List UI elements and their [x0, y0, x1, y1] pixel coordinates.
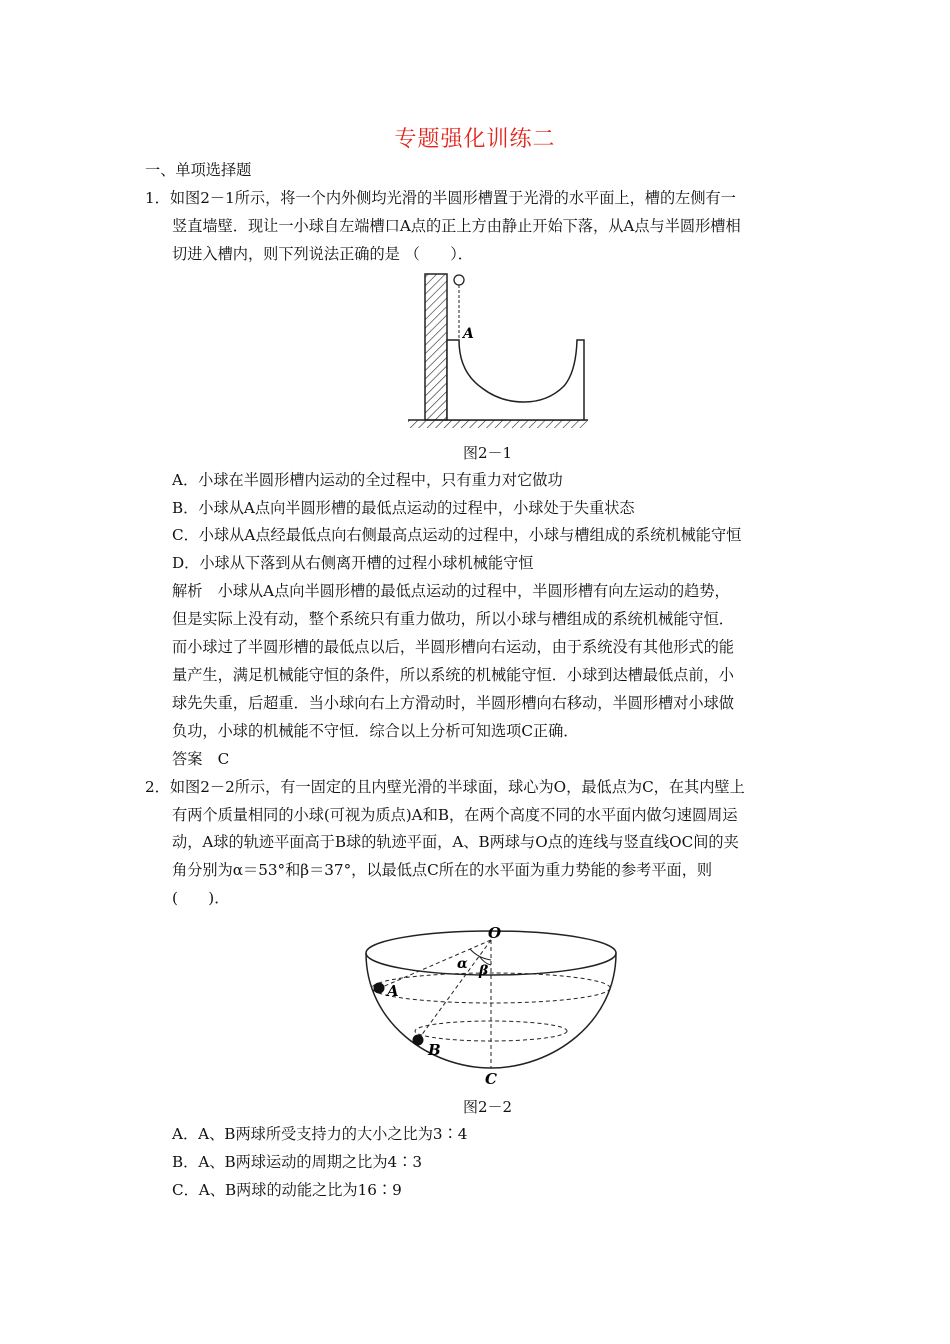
- ball-b-icon: [413, 1035, 424, 1046]
- q1-line: 切进入槽内，则下列说法正确的是 （ ）．: [172, 245, 473, 263]
- figure-2-2: [360, 918, 630, 1090]
- q1-option-c: C．小球从A点经最低点向右侧最高点运动的过程中，小球与槽组成的系统机械能守恒: [172, 526, 742, 544]
- analysis-line: 球先失重，后超重．当小球向右上方滑动时，半圆形槽向右移动，半圆形槽对小球做: [172, 694, 734, 712]
- page-title: 专题强化训练二: [394, 127, 556, 152]
- label-B: B: [428, 1041, 441, 1059]
- q2-line: 有两个质量相同的小球(可视为质点)A和B，在两个高度不同的水平面内做匀速圆周运: [172, 806, 738, 824]
- q1-option-d: D．小球从下落到从右侧离开槽的过程小球机械能守恒: [172, 554, 534, 572]
- analysis-line: 而小球过了半圆形槽的最低点以后，半圆形槽向右运动，由于系统没有其他形式的能: [172, 638, 734, 656]
- ground: [408, 420, 588, 428]
- analysis-line: 量产生，满足机械能守恒的条件，所以系统的机械能守恒．小球到达槽最低点前，小: [172, 666, 734, 684]
- wall: [425, 274, 447, 420]
- analysis-line: 负功，小球的机械能不守恒．综合以上分析可知选项C正确．: [172, 722, 579, 740]
- figure-caption: 图2－2: [463, 1098, 513, 1116]
- q2-line: 角分别为α＝53°和β＝37°，以最低点C所在的水平面为重力势能的参考平面，则: [172, 861, 713, 879]
- semicircle-trough: [447, 340, 584, 420]
- label-beta: β: [479, 963, 489, 979]
- label-O: O: [488, 924, 502, 942]
- q1-line: 竖直墙壁．现让一小球自左端槽口A点的正上方由静止开始下落，从A点与半圆形槽相: [172, 217, 741, 235]
- q2-option-c: C．A、B两球的动能之比为16∶9: [172, 1181, 402, 1199]
- ball-icon: [454, 275, 464, 285]
- label-alpha: α: [457, 956, 468, 972]
- figure-2-1: [400, 268, 600, 438]
- q2-option-b: B．A、B两球运动的周期之比为4∶3: [172, 1153, 423, 1171]
- label-C: C: [485, 1070, 497, 1088]
- q2-line: ( )．: [172, 889, 230, 907]
- analysis-line: 但是实际上没有动，整个系统只有重力做功，所以小球与槽组成的系统机械能守恒．: [172, 610, 734, 628]
- ball-a-icon: [374, 983, 385, 994]
- q1-option-b: B．小球从A点向半圆形槽的最低点运动的过程中，小球处于失重状态: [172, 499, 635, 517]
- q2-option-a: A．A、B两球所受支持力的大小之比为3∶4: [172, 1125, 468, 1143]
- label-A: A: [463, 326, 474, 342]
- q1-option-a: A．小球在半圆形槽内运动的全过程中，只有重力对它做功: [172, 471, 563, 489]
- answer: 答案 C: [172, 750, 230, 768]
- q1-line: 1．如图2－1所示，将一个内外侧均光滑的半圆形槽置于光滑的水平面上，槽的左侧有一: [145, 189, 736, 207]
- figure-caption: 图2－1: [463, 444, 513, 462]
- analysis-line: 解析 小球从A点向半圆形槽的最低点运动的过程中，半圆形槽有向左运动的趋势，: [172, 582, 730, 600]
- q2-line: 2．如图2－2所示，有一固定的且内壁光滑的半球面，球心为O，最低点为C，在其内壁上: [145, 778, 745, 796]
- q2-line: 动，A球的轨迹平面高于B球的轨迹平面，A、B两球与O点的连线与竖直线OC间的夹: [172, 833, 739, 851]
- label-A: A: [387, 982, 399, 1000]
- section-heading: 一、单项选择题: [145, 161, 252, 179]
